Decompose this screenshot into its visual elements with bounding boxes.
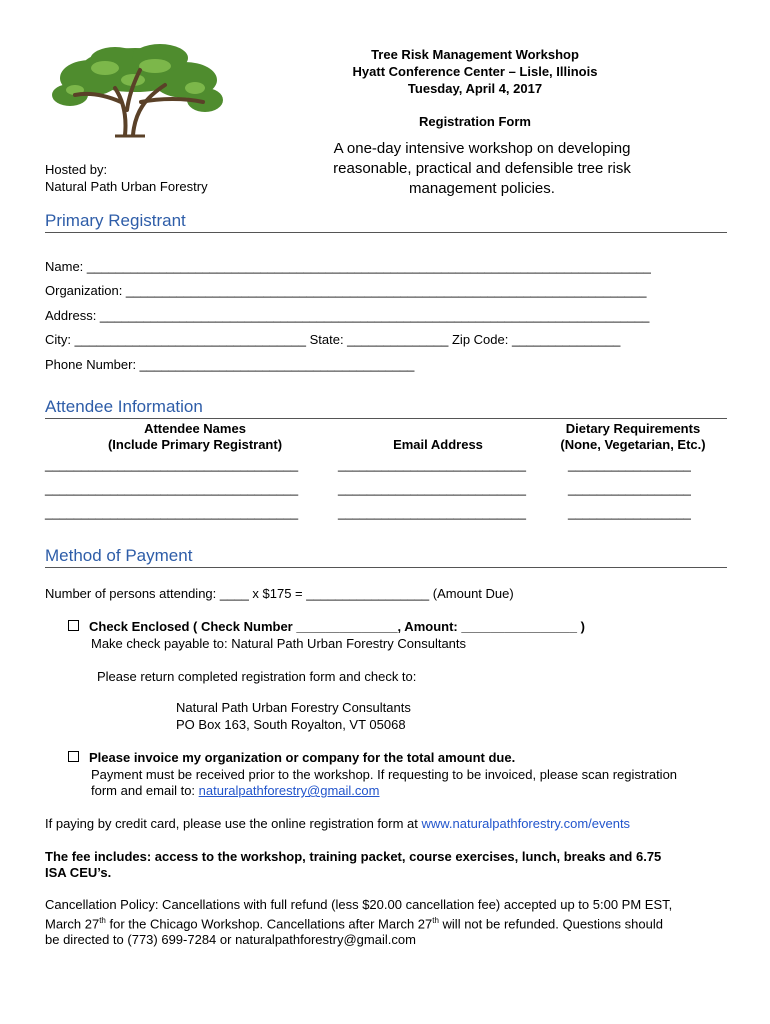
cancellation-policy: Cancellation Policy: Cancellations with full refund (less $20.00 cancellation fee) accepted up to 5:00 PM EST, March 27th for the Chicago Workshop. Cancellations after March 27th will not be refunded. Questions should be directed to (773) 699-7284 or naturalpathforestry@gmail.com <box>45 897 673 948</box>
attendee-email-field[interactable]: __________________________ <box>338 457 526 472</box>
phone-field[interactable]: Phone Number: ______________________________________ <box>45 357 415 372</box>
workshop-title: Tree Risk Management Workshop <box>371 47 579 62</box>
check-enclosed-option[interactable] <box>68 619 585 634</box>
form-title: Registration Form <box>419 114 531 129</box>
workshop-venue: Hyatt Conference Center – Lisle, Illinois <box>352 64 598 79</box>
return-instructions: Please return completed registration form and check to: <box>97 669 417 684</box>
organization-field[interactable]: Organization: ________________________________________________________________________ <box>45 283 647 298</box>
mailing-address-street: PO Box 163, South Royalton, VT 05068 <box>176 717 406 732</box>
section-divider <box>45 567 727 568</box>
check-enclosed-label: Check Enclosed ( Check Number ______________, Amount: ________________ ) <box>89 619 585 634</box>
attendee-name-field[interactable]: ___________________________________ <box>45 505 299 520</box>
attendee-information-title: Attendee Information <box>45 397 203 416</box>
workshop-date: Tuesday, April 4, 2017 <box>407 81 543 96</box>
registration-url-link[interactable]: www.naturalpathforestry.com/events <box>421 816 631 831</box>
attendee-email-field[interactable]: __________________________ <box>338 505 526 520</box>
attendee-names-header: Attendee Names (Include Primary Registrant) <box>107 421 283 452</box>
attendee-name-field[interactable]: ___________________________________ <box>45 481 299 496</box>
mailing-address-name: Natural Path Urban Forestry Consultants <box>176 700 411 715</box>
email-address-header: Email Address <box>393 437 483 452</box>
workshop-description: A one-day intensive workshop on developing reasonable, practical and defensible tree risk management policies. <box>333 140 631 197</box>
check-payable-note: Make check payable to: Natural Path Urban Forestry Consultants <box>91 636 467 651</box>
check-enclosed-checkbox[interactable] <box>68 620 79 631</box>
primary-registrant-title: Primary Registrant <box>45 211 186 230</box>
section-divider <box>45 418 727 419</box>
invoice-checkbox[interactable] <box>68 751 79 762</box>
attendee-diet-field[interactable]: _________________ <box>568 505 691 520</box>
attendee-name-field[interactable]: ___________________________________ <box>45 457 299 472</box>
attendee-diet-field[interactable]: _________________ <box>568 481 691 496</box>
invoice-label: Please invoice my organization or company for the total amount due. <box>89 750 516 765</box>
method-of-payment-title: Method of Payment <box>45 546 193 565</box>
invoice-note: Payment must be received prior to the workshop. If requesting to be invoiced, please scan registration <box>91 767 678 782</box>
invoice-email-note: form and email to: naturalpathforestry@gmail.com <box>91 783 380 798</box>
credit-card-note: If paying by credit card, please use the online registration form at www.naturalpathforestry.com/events <box>45 816 631 831</box>
name-field[interactable]: Name: ______________________________________________________________________________ <box>45 259 651 274</box>
attendee-diet-field[interactable]: _________________ <box>568 457 691 472</box>
invoice-option[interactable] <box>68 750 515 765</box>
fee-includes-note: The fee includes: access to the workshop, training packet, course exercises, lunch, breaks and 6.75 ISA CEU’s. <box>45 849 662 880</box>
hosted-by-name: Natural Path Urban Forestry <box>45 179 208 194</box>
persons-attending-field[interactable]: Number of persons attending: ____ x $175 = _________________ (Amount Due) <box>45 586 514 601</box>
hosted-by-label: Hosted by: <box>45 162 108 177</box>
city-state-zip-field[interactable]: City: ________________________________ State: ______________ Zip Code: _______________ <box>45 332 621 347</box>
dietary-requirements-header: Dietary Requirements (None, Vegetarian, Etc.) <box>560 421 706 452</box>
attendee-email-field[interactable]: __________________________ <box>338 481 526 496</box>
address-field[interactable]: Address: ____________________________________________________________________________ <box>45 308 650 323</box>
section-divider <box>45 232 727 233</box>
invoice-email-link[interactable]: naturalpathforestry@gmail.com <box>198 783 380 798</box>
